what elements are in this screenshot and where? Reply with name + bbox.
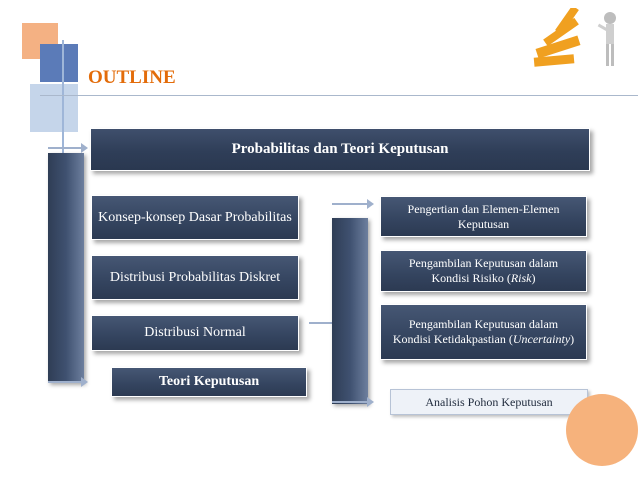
decor-square-blue — [40, 44, 78, 82]
right-item-4 — [390, 389, 588, 415]
arrow-to-right-item-4 — [332, 401, 368, 403]
right-item-label: Pengambilan Keputusan dalam Kondisi Ketidakpastian (Uncertainty) — [392, 317, 575, 346]
arrow-to-teori — [48, 381, 82, 383]
header-label: Probabilitas dan Teori Keputusan — [231, 141, 449, 158]
right-connector-bar — [332, 218, 368, 404]
left-connector-bar — [48, 153, 84, 383]
decor-circle-orange — [566, 394, 638, 466]
left-item-4 — [111, 367, 307, 397]
right-item-3 — [380, 304, 587, 360]
decor-square-lightblue — [30, 84, 78, 132]
left-item-label: Distribusi Normal — [144, 325, 246, 341]
right-item-label: Pengambilan Keputusan dalam Kondisi Risiko (Risk) — [408, 256, 559, 285]
decor-horizontal-line — [40, 95, 638, 96]
arrow-to-right-item-1 — [332, 203, 368, 205]
left-item-label: Konsep-konsep Dasar Probabilitas — [98, 209, 292, 225]
figure-arrows-illustration — [528, 8, 638, 74]
decor-vertical-line — [62, 40, 64, 160]
left-item-1 — [91, 195, 299, 240]
right-item-label: Pengertian dan Elemen-Elemen Keputusan — [407, 201, 560, 231]
left-item-label: Distribusi Probabilitas Diskret — [109, 269, 281, 285]
right-item-2 — [380, 250, 587, 292]
arrow-to-header — [48, 147, 82, 149]
right-item-label: Analisis Pohon Keputusan — [425, 394, 553, 409]
header-box — [90, 128, 590, 171]
mid-connector-line — [309, 322, 333, 324]
page-title: OUTLINE — [88, 67, 176, 88]
left-item-3 — [91, 315, 299, 351]
right-item-1 — [380, 196, 587, 237]
left-item-label: Teori Keputusan — [158, 374, 260, 390]
left-item-2 — [91, 255, 299, 300]
